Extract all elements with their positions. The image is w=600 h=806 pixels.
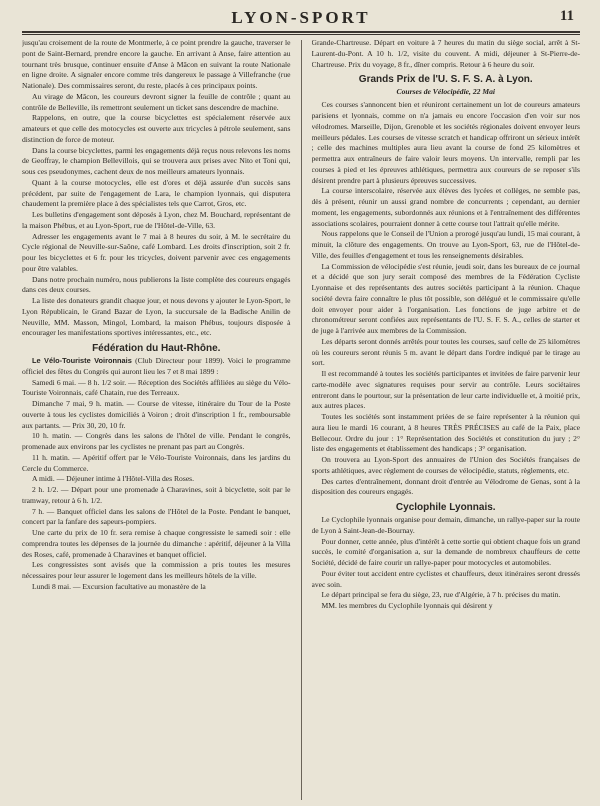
paragraph: Pour éviter tout accident entre cyclistes et chauffeurs, deux itinéraires seront dressés avec soin. bbox=[311, 568, 580, 589]
paragraph: La Commission de vélocipédie s'est réunie, jeudi soir, dans les bureaux de ce journal et a décidé que son jury serait composé des membres de la Fédération Cycliste Lyonnaise et des représentants des autres sociétés participant à la réunion. Chaque société devra faire connaître le plus tôt possible, son délégué et le commissaire qu'elle doit envoyer pour aider à l'organisation. Les fonctions de juge arbitre et de chronométreur seront confiées aux représentants de l'U. S. F. S. A., celles de starter et de juge à l'arrivée aux membres de la Commission. bbox=[311, 261, 580, 335]
paragraph: Rappelons, en outre, que la course bicyclettes est spécialement réservée aux amateurs et que celle des motocycles est ouverte aux tricycles à pétrole seulement, sans distinction de force de moteur. bbox=[22, 113, 291, 144]
paragraph: 11 h. matin. — Apéritif offert par le Vélo-Touriste Voironnais, dans les jardins du Cercle du Commerce. bbox=[22, 452, 291, 473]
left-column bbox=[22, 38, 291, 800]
paragraph: Il est recommandé à toutes les sociétés participantes et invitées de faire parvenir leur carte-modèle avec signatures requises pour servir au contrôle. Leurs sociétaires entreront dans le pourtour, sur la présentation de leur carte individuelle et, à moitié prix, aux autres places. bbox=[311, 369, 580, 411]
paragraph: 2 h. 1/2. — Départ pour une promenade à Charavines, soit à bicyclette, soit par le tramway, retour à 6 h. 1/2. bbox=[22, 485, 291, 505]
paragraph: Toutes les sociétés sont instamment priées de se faire représenter à la réunion qui aura lieu le mardi 16 courant, à 8 heures TRÈS PRÉCISES au café de la Paix, place Bellecour. Ordre du jour : 1° Représentation des Sociétés et constitution du jury ; 2° liste des engagements et établissement des handicaps ; 3° organisation. bbox=[311, 412, 580, 454]
paragraph: Lundi 8 mai. — Excursion facultative au monastère de la bbox=[32, 581, 206, 591]
paragraph: A midi. — Déjeuner intime à l'Hôtel-Villa des Roses. bbox=[32, 474, 195, 484]
right-column bbox=[312, 38, 581, 800]
paragraph: Samedi 6 mai. — 8 h. 1/2 soir. — Réception des Sociétés affiliées au siège du Vélo-Touriste Voironnais, café Chatain, rue des Terreaux. bbox=[22, 377, 291, 398]
masthead-rule-thin bbox=[22, 34, 580, 35]
paragraph: Les congressistes sont avisés que la commission a pris toutes les mesures nécessaires pour leur assurer le logement dans les meilleurs hôtels de la ville. bbox=[22, 560, 291, 580]
paragraph: Quant à la course motocycles, elle est d'ores et déjà assurée d'un succès sans précédent, par suite de l'engagement de Lara, le champion lyonnais, qui disputera chaudement la première place à des spécialistes tels que Carrot, Gros, etc. bbox=[22, 177, 291, 209]
paragraph: La course interscolaire, réservée aux élèves des lycées et collèges, ne semble pas, dès à présent, réunir un aussi grand nombre de concurrents ; cependant, au dernier moment, les engagements, subordonnés aux réunions et à l'entraînement des différentes associations scolaires, pourraient donner à cette course tout l'attrait qu'elle mérite. bbox=[311, 186, 580, 228]
paragraph: Dans notre prochain numéro, nous publierons la liste complète des coureurs engagés dans ces deux courses. bbox=[22, 274, 291, 295]
publication-title: LYON-SPORT bbox=[231, 8, 371, 27]
paragraph: Le départ principal se fera du siège, 23, rue d'Algérie, à 7 h. précises du matin. bbox=[321, 590, 561, 600]
paragraph: Ces courses s'annoncent bien et réuniront certainement un lot de coureurs amateurs parisiens et lyonnais, comme on n'a jamais eu encore l'occasion d'en voir sur nos vélodromes. Marseille, Dijon, Grenoble et les sociétés régionales doivent envoyer leurs meilleurs pédales. Les courses de vitesse scratch et handicap offriront un sérieux intérêt ; celle des machines multiples aura lieu avant la course de fond 25 kilomètres et permettra aux entraîneurs de faire valoir leurs moyens. Un intervalle, rempli par les courses à pied et les épreuves athlétiques, permettra aux coureurs de se reposer s'ils désirent prendre part à plusieurs épreuves successives. bbox=[311, 100, 580, 185]
section-heading-federation: Fédération du Haut-Rhône. bbox=[92, 343, 221, 354]
column-divider bbox=[301, 40, 302, 800]
section-heading-grand-prix: Grands Prix de l'U. S. F. S. A. à Lyon. bbox=[358, 74, 533, 86]
paragraph: Les bulletins d'engagement sont déposés à Lyon, chez M. Bouchard, représentant de la maison Phébus, et au Lyon-Sport, rue de l'Hôtel-de-Ville, 63. bbox=[22, 210, 291, 230]
section-subheading: Courses de Vélocipédie, 22 Mai bbox=[396, 87, 495, 97]
paragraph-text: (Club Directeur pour 1899). Voici le programme officiel des fêtes du Congrès qui auront lieu les 7 et 8 mai 1899 : bbox=[22, 356, 291, 376]
paragraph: Pour donner, cette année, plus d'intérêt à cette sortie qui obtient chaque fois un grand succès, le comité d'organisation a, sur la demande de nombreux chauffeurs de cette Société, décidé de faire courir un rallye-paper pour motocycles et automobiles. bbox=[311, 536, 580, 567]
paragraph bbox=[22, 356, 291, 378]
paragraph: Dans la course bicyclettes, parmi les engagements déjà reçus nous relevons les noms de Geoffray, le champion Bellevillois, qui se trouvera aux prises avec Nito et Toni qui, sous ces pseudonymes, cachent deux de nos meilleurs amateurs lyonnais. bbox=[22, 145, 291, 176]
paragraph: MM. les membres du Cyclophile lyonnais qui désirent y bbox=[321, 601, 493, 610]
paragraph: Une carte du prix de 10 fr. sera remise à chaque congressiste le samedi soir : elle comprendra toutes les dépenses de la journée du dimanche : apéritif, déjeuner à la Villa des Roses, café, promenade à Charavines et banquet officiel. bbox=[22, 528, 291, 559]
page-number: 11 bbox=[559, 8, 574, 24]
paragraph: Dimanche 7 mai, 9 h. matin. — Course de vitesse, itinéraire du Tour de la Poste ouverte à tous les cyclistes domiciliés à Voiron ; droit d'inscription 1 fr., remboursable aux partants. — Prix 30, 20, 10 fr. bbox=[22, 399, 291, 430]
paragraph: Des cartes d'entraînement, donnant droit d'entrée au Vélodrome de Genas, sont à la disposition des coureurs engagés. bbox=[311, 476, 580, 497]
paragraph: On trouvera au Lyon-Sport des annuaires de l'Union des Sociétés françaises de sports athlétiques, avec règlement de courses de vélocipédie, statuts, règlements, etc. bbox=[311, 455, 580, 475]
paragraph: Nous rappelons que le Conseil de l'Union a prorogé jusqu'au lundi, 15 mai courant, à minuit, la clôture des engagements. On trouve au Lyon-Sport, 63, rue de l'Hôtel-de-Ville, des feuilles d'engagement et tous les renseignements désirables. bbox=[311, 229, 580, 260]
paragraph: Adresser les engagements avant le 7 mai à 8 heures du soir, à M. le secrétaire du Cycle régional de Neuville-sur-Saône, café Lombard. Les droits d'inscription, soit 2 fr. pour les bicyclettes et 6 fr. pour les tricycles, doivent parvenir avec ces engagements pour être valables. bbox=[22, 231, 291, 273]
paragraph: Au virage de Mâcon, les coureurs devront signer la feuille de contrôle ; quant au contrôle de Belleville, ils remettront seulement un ticket sans descendre de machine. bbox=[22, 91, 291, 112]
article-columns bbox=[22, 38, 580, 800]
paragraph: 7 h. — Banquet officiel dans les salons de l'Hôtel de la Poste. Pendant le banquet, concert par la fanfare des sapeurs-pompiers. bbox=[22, 506, 291, 527]
masthead bbox=[22, 0, 580, 30]
paragraph: 10 h. matin. — Congrès dans les salons de l'hôtel de ville. Pendant le congrès, promenade aux environs par les cyclistes ne prenant pas part au Congrès. bbox=[22, 431, 291, 451]
paragraph: Les départs seront donnés arrêtés pour toutes les courses, sauf celle de 25 kilomètres où les coureurs seront réunis 5 m. avant le départ dans l'ordre indiqué par le tirage au sort. bbox=[311, 336, 580, 368]
section-heading-cyclophile: Cyclophile Lyonnais. bbox=[395, 502, 496, 513]
masthead-rule bbox=[22, 31, 580, 33]
paragraph: Le Cyclophile lyonnais organise pour demain, dimanche, un rallye-paper sur la route de Lyon à Saint-Jean-de-Bournay. bbox=[311, 515, 580, 535]
paragraph: jusqu'au croisement de la route de Montmerle, à ce point prendre la gauche, traverser le pont de Saint-Bernard, prendre encore la gauche. En arrivant à Anse, faire attention au tournant très brusque, continuer ensuite d'Anse à Mâcon en suivant la route Nationale en ligne droite. A signaler encore comme très dangereux le passage à Villefranche (rue Nationale). Des commissaires seront, du reste, placés à ces principaux points. bbox=[22, 38, 291, 90]
club-name: Le Vélo-Touriste Voironnais bbox=[32, 356, 132, 365]
paragraph: Grande-Chartreuse. Départ en voiture à 7 heures du matin du siège social, arrêt à St-Laurent-du-Pont. A 10 h. 1/2, visite du couvent. A midi, déjeuner à St-Pierre-de-Chartreuse. Prix du voyage, 8 fr., dîner compris. Retour à 6 heure du soir. bbox=[311, 38, 580, 69]
paragraph: La liste des donateurs grandit chaque jour, et nous devons y ajouter le Lyon-Sport, le Lyon Républicain, le Grand Bazar de Lyon, la succursale de la Badische Anilin de Neuville, MM. Masson, Mingol, Lombard, la maison Phébus, toujours disposée à encourager les manifestations sportives intéressantes, etc., etc. bbox=[22, 296, 291, 338]
